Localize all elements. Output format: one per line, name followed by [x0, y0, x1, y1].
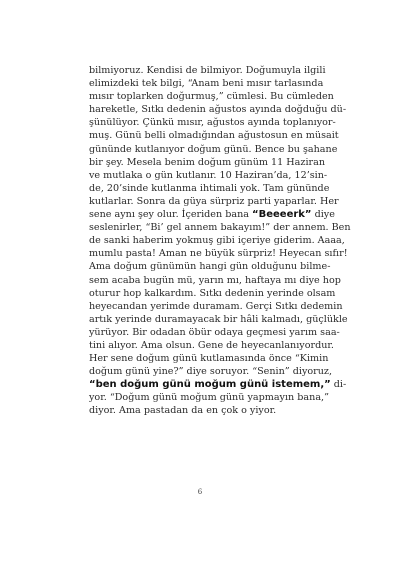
text-line	[89, 378, 347, 391]
text-line: kutlarlar. Sonra da güya sürpriz parti yaparlar. Her	[89, 195, 339, 207]
text-line: elimizdeki tek bilgi, “Anam beni mısır tarlasında	[89, 78, 324, 90]
text-line: mumlu pasta! Aman ne büyük sürpriz! Heyecan sıfır!	[89, 248, 348, 260]
text-line: oturur hop kalkardım. Sıtkı dedenin yerinde olsam	[89, 287, 336, 299]
text-line: mısır toplarken doğurmuş,” cümlesi. Bu cümleden	[89, 91, 334, 103]
text-line: Her sene doğum günü kutlamasında önce “Kimin	[89, 353, 329, 365]
body-text	[89, 64, 351, 418]
text-line: hareketle, Sıtkı dedenin ağustos ayında doğduğu dü-	[89, 104, 347, 116]
text-line: gününde kutlanıyor doğum günü. Bence bu şahane	[89, 143, 338, 155]
text-line: de, 20’sinde kutlanma ihtimali yok. Tam gününde	[89, 182, 330, 194]
text-line: bilmiyoruz. Kendisi de bilmiyor. Doğumuyla ilgili	[89, 65, 326, 76]
text-line: heyecandan yerimde duramam. Gerçi Sıtkı dedemin	[89, 300, 343, 312]
page-number: 6	[197, 488, 203, 496]
text-line: seslenirler, “Bi’ gel annem bakayım!” der annem. Ben	[89, 222, 351, 234]
text-line: artık yerinde duramayacak bir hâli kalmadı, güçlükle	[89, 313, 348, 325]
text-line: de sanki haberim yokmuş gibi içeriye giderim. Aaaa,	[89, 235, 345, 247]
text-line: doğum günü yine?” diye soruyor. “Senin” diyoruz,	[89, 366, 333, 378]
text-line: Ama doğum günümün hangi gün olduğunu bilme-	[89, 261, 331, 273]
text-line: şünülüyor. Çünkü mısır, ağustos ayında toplanıyor-	[89, 117, 336, 129]
emphasized-speech: “ben doğum günü moğum günü istemem,”	[89, 379, 331, 391]
text-segment: di-	[330, 379, 347, 391]
text-line: bir şey. Mesela benim doğum günüm 11 Haziran	[89, 156, 326, 168]
text-line: muş. Günü belli olmadığından ağustosun en müsait	[89, 130, 339, 142]
text-segment: diye	[311, 209, 335, 221]
emphasized-speech: “Beeeerk”	[252, 209, 312, 221]
text-line: yor. “Doğum günü moğum günü yapmayın bana,”	[89, 392, 329, 404]
text-line: tini alıyor. Ama olsun. Gene de heyecanlanıyordur.	[89, 339, 334, 351]
text-segment: sene aynı şey olur. İçeriden bana	[89, 209, 253, 221]
text-line: ve mutlaka o gün kutlanır. 10 Haziran’da, 12’sin-	[89, 169, 328, 181]
text-line	[89, 208, 335, 221]
text-line: yürüyor. Bir odadan öbür odaya geçmesi yarım saa-	[89, 326, 340, 338]
text-line: sem acaba bugün mü, yarın mı, haftaya mı diye hop	[89, 274, 341, 286]
text-line: diyor. Ama pastadan da en çok o yiyor.	[89, 405, 277, 417]
